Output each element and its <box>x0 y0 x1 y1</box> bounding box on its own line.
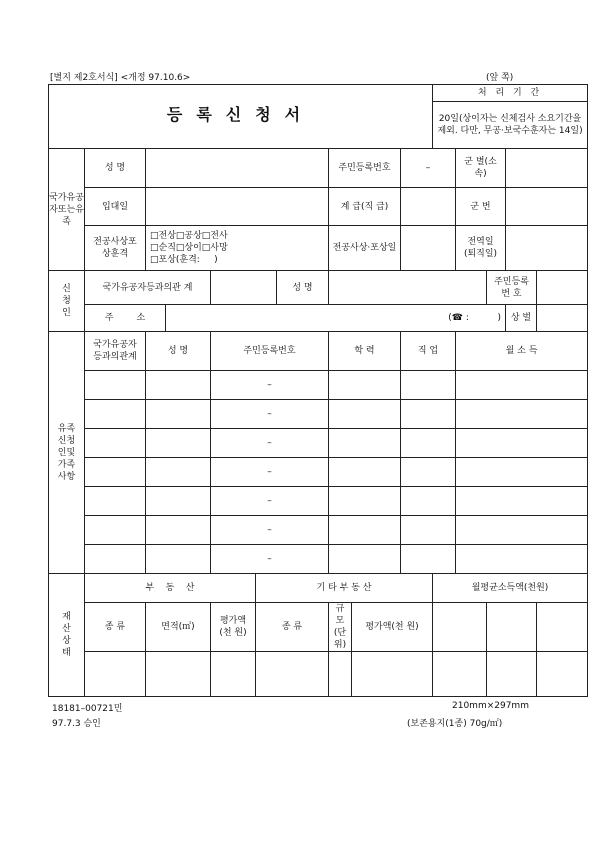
injury-date-label: 전공사상·포상일 <box>329 226 401 271</box>
family-education-cell[interactable] <box>329 545 401 574</box>
family-education-cell[interactable] <box>329 400 401 429</box>
form-title-cell <box>49 85 433 149</box>
veteran-section-label: 국가유공자또는유족 <box>49 149 85 271</box>
property-appraisal-label: 평가액(천 원) <box>211 603 256 652</box>
other-appraisal-field[interactable] <box>352 652 433 697</box>
real-estate-header: 부 동 산 <box>85 574 256 603</box>
applicant-relation-label: 국가유공자등과의관 계 <box>85 271 211 305</box>
applicant-address-label: 주 소 <box>85 305 166 332</box>
applicant-address-field[interactable] <box>166 305 506 332</box>
page-side-label: (앞 쪽) <box>486 73 514 83</box>
property-area-label: 면적(㎡) <box>146 603 211 652</box>
family-relation-cell[interactable] <box>85 516 146 545</box>
family-col-rrn: 주민등록번호 <box>211 332 329 371</box>
registration-form <box>48 84 588 697</box>
phone-field[interactable]: (☎ : ) <box>448 313 501 323</box>
injury-type-checkboxes[interactable]: □전상□공상□전사 □순직□상이□사망 □포상(훈격: ) <box>146 226 329 271</box>
other-appraisal-label: 평가액(천 원) <box>352 603 433 652</box>
veteran-rrn-field[interactable]: – <box>401 149 456 188</box>
family-occupation-cell[interactable] <box>401 371 456 400</box>
family-income-cell[interactable] <box>456 516 588 545</box>
family-occupation-cell[interactable] <box>401 429 456 458</box>
family-income-cell[interactable] <box>456 400 588 429</box>
family-col-education: 학 력 <box>329 332 401 371</box>
family-name-cell[interactable] <box>146 516 211 545</box>
property-appraisal-field[interactable] <box>211 652 256 697</box>
family-col-relation: 국가유공자등과의관계 <box>85 332 146 371</box>
family-name-cell[interactable] <box>146 400 211 429</box>
family-education-cell[interactable] <box>329 429 401 458</box>
family-relation-cell[interactable] <box>85 429 146 458</box>
table-row <box>49 487 588 516</box>
approval-date: 97.7.3 승인 <box>52 719 101 729</box>
other-kind-field[interactable] <box>256 652 329 697</box>
monthly-income-field-3[interactable] <box>537 652 588 697</box>
form-number-header: [별지 제2호서식] <개정 97.10.6> <box>50 73 191 83</box>
family-rrn-cell[interactable]: – <box>211 487 329 516</box>
family-occupation-cell[interactable] <box>401 516 456 545</box>
family-rrn-cell[interactable]: – <box>211 371 329 400</box>
family-education-cell[interactable] <box>329 371 401 400</box>
family-income-cell[interactable] <box>456 458 588 487</box>
paper-spec: (보존용지(1종) 70g/㎡) <box>407 719 503 729</box>
family-section-label: 유족신청인및가족사항 <box>49 332 85 574</box>
rank-field[interactable] <box>401 188 456 226</box>
family-income-cell[interactable] <box>456 429 588 458</box>
applicant-name-label: 성 명 <box>277 271 329 305</box>
family-relation-cell[interactable] <box>85 371 146 400</box>
property-kind-label: 종 류 <box>85 603 146 652</box>
family-rrn-cell[interactable]: – <box>211 458 329 487</box>
family-education-cell[interactable] <box>329 458 401 487</box>
family-col-income: 월 소 득 <box>456 332 588 371</box>
military-branch-label: 군 별(소 속) <box>456 149 506 188</box>
applicant-rrn-field[interactable] <box>537 271 588 305</box>
injury-type-label: 전공사상포상훈격 <box>85 226 146 271</box>
veteran-name-field[interactable] <box>146 149 329 188</box>
table-row <box>49 516 588 545</box>
family-col-occupation: 직 업 <box>401 332 456 371</box>
discharge-date-label: 전역일(퇴직일) <box>456 226 506 271</box>
family-rrn-cell[interactable]: – <box>211 400 329 429</box>
applicant-section-label: 신청인 <box>49 271 85 332</box>
family-education-cell[interactable] <box>329 516 401 545</box>
service-number-field[interactable] <box>506 188 588 226</box>
table-row <box>49 400 588 429</box>
family-relation-cell[interactable] <box>85 487 146 516</box>
family-name-cell[interactable] <box>146 545 211 574</box>
other-scale-label: 규 모(단 위) <box>329 603 352 652</box>
form-title: 등록신청서 <box>166 105 315 124</box>
monthly-income-cell-3[interactable] <box>537 603 588 652</box>
family-rrn-cell[interactable]: – <box>211 545 329 574</box>
table-row <box>49 458 588 487</box>
monthly-income-cell-2[interactable] <box>487 603 537 652</box>
other-scale-field[interactable] <box>329 652 352 697</box>
family-education-cell[interactable] <box>329 487 401 516</box>
property-kind-field[interactable] <box>85 652 146 697</box>
family-name-cell[interactable] <box>146 458 211 487</box>
property-section-label: 재산상태 <box>49 574 85 697</box>
form-code: 18181–00721민 <box>52 704 123 714</box>
injury-date-field[interactable] <box>401 226 456 271</box>
discharge-date-field[interactable] <box>506 226 588 271</box>
family-occupation-cell[interactable] <box>401 545 456 574</box>
other-real-estate-header: 기 타 부 동 산 <box>256 574 433 603</box>
monthly-income-field-2[interactable] <box>487 652 537 697</box>
family-occupation-cell[interactable] <box>401 487 456 516</box>
family-income-cell[interactable] <box>456 487 588 516</box>
family-col-name: 성 명 <box>146 332 211 371</box>
enlistment-date-label: 입대일 <box>85 188 146 226</box>
family-occupation-cell[interactable] <box>401 458 456 487</box>
table-row <box>49 429 588 458</box>
service-number-label: 군 번 <box>456 188 506 226</box>
monthly-income-cell-1[interactable] <box>433 603 487 652</box>
family-name-cell[interactable] <box>146 371 211 400</box>
processing-period-label: 처 리 기 간 <box>433 85 588 102</box>
processing-period-text: 20일(상이자는 신체검사 소요기간을 제외. 다만, 무공·보국수훈자는 14일) <box>433 102 588 149</box>
rank-label: 계 급(직 급) <box>329 188 401 226</box>
family-rrn-cell[interactable]: – <box>211 516 329 545</box>
table-row <box>49 371 588 400</box>
applicant-rrn-label: 주민등록번 호 <box>487 271 537 305</box>
family-relation-cell[interactable] <box>85 545 146 574</box>
monthly-income-field-1[interactable] <box>433 652 487 697</box>
applicant-relation-field[interactable] <box>211 271 277 305</box>
family-name-cell[interactable] <box>146 487 211 516</box>
other-kind-label: 종 류 <box>256 603 329 652</box>
family-relation-cell[interactable] <box>85 458 146 487</box>
family-income-cell[interactable] <box>456 371 588 400</box>
property-area-field[interactable] <box>146 652 211 697</box>
enlistment-date-field[interactable] <box>146 188 329 226</box>
family-rrn-cell[interactable]: – <box>211 429 329 458</box>
family-occupation-cell[interactable] <box>401 400 456 429</box>
monthly-income-header: 월평균소득액(천원) <box>433 574 588 603</box>
table-row <box>49 545 588 574</box>
family-relation-cell[interactable] <box>85 400 146 429</box>
veteran-rrn-label: 주민등록번호 <box>329 149 401 188</box>
paper-size: 210mm×297mm <box>452 701 529 711</box>
family-name-cell[interactable] <box>146 429 211 458</box>
military-branch-field[interactable] <box>506 149 588 188</box>
reward-penalty-field[interactable] <box>537 305 588 332</box>
applicant-name-field[interactable] <box>329 271 487 305</box>
veteran-name-label: 성 명 <box>85 149 146 188</box>
reward-penalty-label: 상 벌 <box>506 305 537 332</box>
family-income-cell[interactable] <box>456 545 588 574</box>
